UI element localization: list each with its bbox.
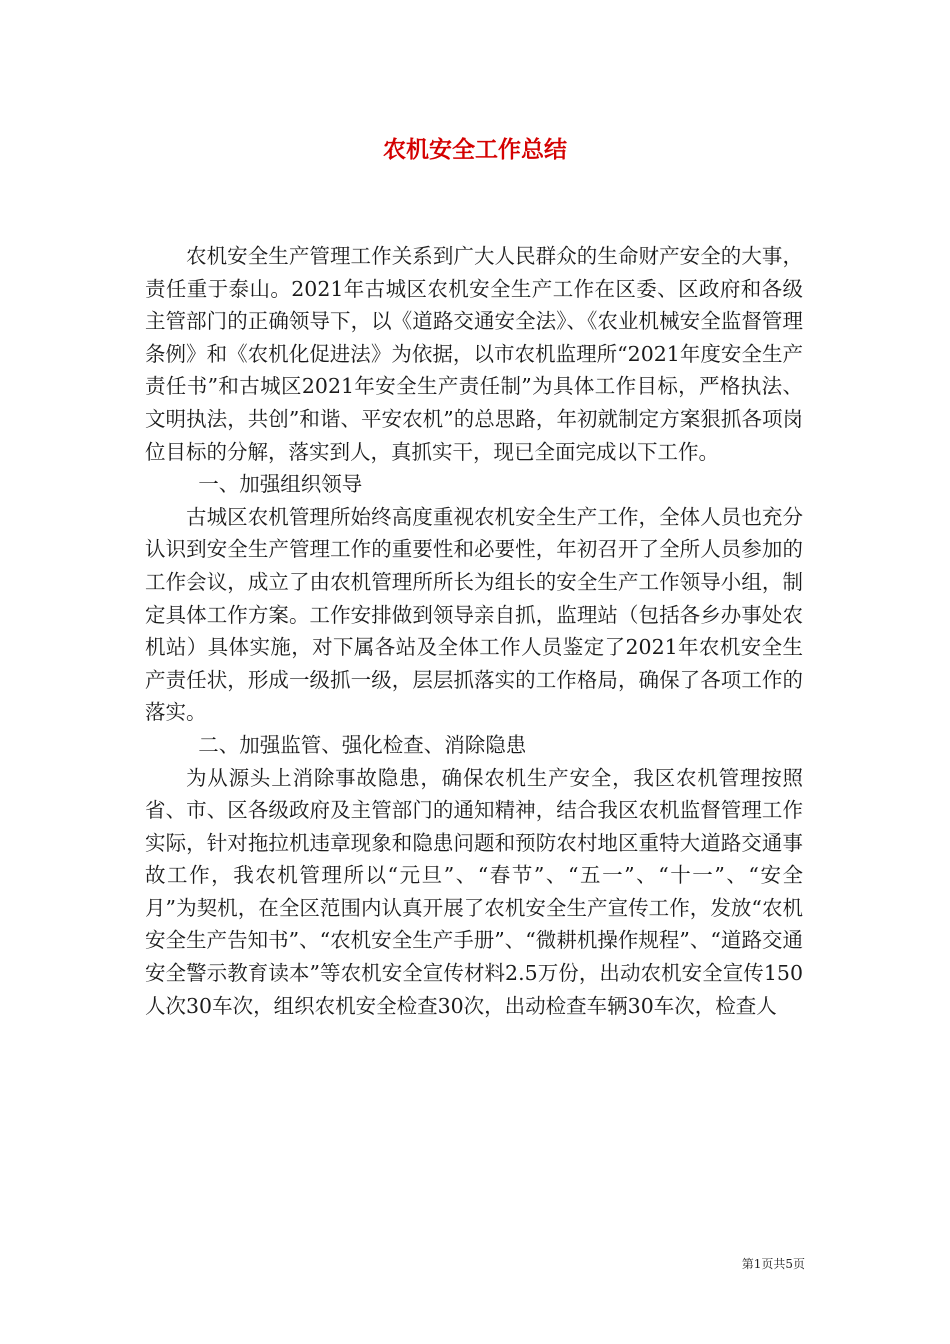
document-title: 农机安全工作总结 <box>383 137 567 163</box>
section-heading: 二、加强监管、强化检查、消除隐患 <box>198 732 527 757</box>
paragraph: 为从源头上消除事故隐患，确保农机生产安全，我区农机管理按照省、市、区各级政府及主管部门的通知精神，结合我区农机监督管理工作实际，针对拖拉机违章现象和隐患问题和预防农村地区重特大道路交通事故工作，我农机管理所以“元旦”、“春节”、“五一”、“十一”、“安全月”为契机，在全区范围内认真开展了农机安全生产宣传工作，发放“农机安全生产告知书”、“农机安全生产手册”、“微耕机操作规程”、“道路交通安全警示教育读本”等农机安全宣传材料2.5万份，出动农机安全宣传150人次30车次，组织农机安全检查30次，出动检查车辆30车次，检查人 <box>145 765 803 1018</box>
page-number: 第1页共5页 <box>741 1257 805 1271</box>
document-body <box>145 240 803 1022</box>
paragraph: 古城区农机管理所始终高度重视农机安全生产工作，全体人员也充分认识到安全生产管理工作的重要性和必要性，年初召开了全所人员参加的工作会议，成立了由农机管理所所长为组长的安全生产工作领导小组，制定具体工作方案。工作安排做到领导亲自抓，监理站（包括各乡办事处农机站）具体实施，对下属各站及全体工作人员鉴定了2021年农机安全生产责任状，形成一级抓一级，层层抓落实的工作格局，确保了各项工作的落实。 <box>145 504 803 725</box>
section-heading: 一、加强组织领导 <box>198 472 363 497</box>
paragraph: 农机安全生产管理工作关系到广大人民群众的生命财产安全的大事，责任重于泰山。2021年古城区农机安全生产工作在区委、区政府和各级主管部门的正确领导下，以《道路交通安全法》、《农业机械安全监督管理条例》和《农机化促进法》为依据，以市农机监理所“2021年度安全生产责任书”和古城区2021年安全生产责任制”为具体工作目标，严格执法、文明执法，共创”和谐、平安农机”的总思路，年初就制定方案狠抓各项岗位目标的分解，落实到人，真抓实干，现已全面完成以下工作。 <box>145 244 803 464</box>
